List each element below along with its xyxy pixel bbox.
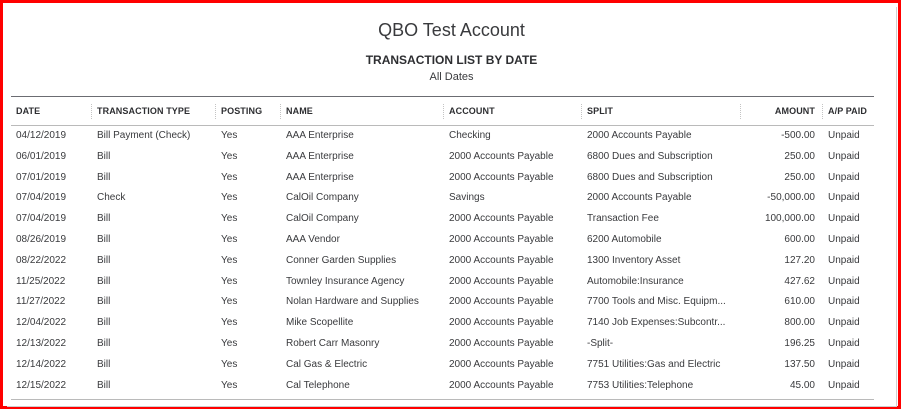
- cell-name[interactable]: Robert Carr Masonry: [286, 337, 380, 349]
- cell-posting: Yes: [221, 130, 238, 141]
- cell-account[interactable]: 2000 Accounts Payable: [449, 337, 554, 349]
- cell-posting: Yes: [221, 379, 238, 391]
- cell-name[interactable]: Cal Gas & Electric: [286, 358, 368, 370]
- cell-transaction-type[interactable]: Bill: [97, 379, 111, 391]
- cell-account[interactable]: 2000 Accounts Payable: [449, 213, 554, 225]
- table-row[interactable]: [11, 313, 874, 334]
- table-row[interactable]: [11, 209, 874, 230]
- cell-ap-paid: Unpaid: [828, 213, 860, 225]
- cell-amount[interactable]: 127.20: [784, 254, 815, 266]
- cell-date[interactable]: 06/01/2019: [16, 150, 67, 162]
- cell-date[interactable]: 04/12/2019: [16, 130, 67, 141]
- cell-account[interactable]: 2000 Accounts Payable: [449, 317, 554, 329]
- cell-account[interactable]: 2000 Accounts Payable: [449, 171, 554, 183]
- cell-name[interactable]: Conner Garden Supplies: [286, 254, 397, 266]
- cell-account[interactable]: 2000 Accounts Payable: [449, 379, 554, 391]
- cell-posting: Yes: [221, 358, 238, 370]
- table-row[interactable]: [11, 126, 874, 147]
- cell-ap-paid: Unpaid: [828, 130, 860, 141]
- cell-date[interactable]: 12/15/2022: [16, 379, 67, 391]
- cell-split[interactable]: 6200 Automobile: [587, 233, 662, 245]
- cell-date[interactable]: 07/01/2019: [16, 171, 67, 183]
- cell-amount[interactable]: 196.25: [784, 337, 815, 349]
- transaction-table: [11, 96, 874, 396]
- column-header-amount[interactable]: AMOUNT: [746, 97, 815, 125]
- cell-name[interactable]: Cal Telephone: [286, 379, 350, 391]
- cell-transaction-type[interactable]: Bill: [97, 275, 111, 287]
- column-header-transaction-type[interactable]: TRANSACTION TYPE: [97, 97, 217, 125]
- column-header-split[interactable]: SPLIT: [587, 97, 743, 125]
- table-body: [11, 126, 874, 396]
- cell-ap-paid: Unpaid: [828, 150, 860, 162]
- cell-ap-paid: Unpaid: [828, 233, 860, 245]
- cell-date[interactable]: 08/22/2022: [16, 254, 67, 266]
- cell-transaction-type[interactable]: Bill Payment (Check): [97, 130, 191, 141]
- cell-posting: Yes: [221, 317, 238, 329]
- cell-name[interactable]: AAA Enterprise: [286, 150, 354, 162]
- cell-transaction-type[interactable]: Check: [97, 192, 126, 204]
- cell-split[interactable]: 2000 Accounts Payable: [587, 130, 692, 141]
- cell-posting: Yes: [221, 337, 238, 349]
- cell-amount[interactable]: -500.00: [781, 130, 815, 141]
- cell-date[interactable]: 07/04/2019: [16, 213, 67, 225]
- cell-split[interactable]: 6800 Dues and Subscription: [587, 171, 713, 183]
- cell-name[interactable]: CalOil Company: [286, 192, 359, 204]
- table-row[interactable]: [11, 355, 874, 376]
- cell-posting: Yes: [221, 254, 238, 266]
- report-date-range: All Dates: [429, 71, 474, 83]
- column-header-account[interactable]: ACCOUNT: [449, 97, 581, 125]
- cell-amount[interactable]: 610.00: [784, 296, 815, 308]
- cell-transaction-type[interactable]: Bill: [97, 171, 111, 183]
- cell-date[interactable]: 07/04/2019: [16, 192, 67, 204]
- cell-amount[interactable]: 137.50: [784, 358, 815, 370]
- cell-amount[interactable]: 45.00: [789, 379, 815, 391]
- cell-account[interactable]: 2000 Accounts Payable: [449, 358, 554, 370]
- cell-ap-paid: Unpaid: [828, 337, 860, 349]
- cell-date[interactable]: 12/04/2022: [16, 317, 67, 329]
- company-name: QBO Test Account: [378, 20, 525, 40]
- table-row[interactable]: [11, 376, 874, 397]
- cell-posting: Yes: [221, 296, 238, 308]
- report-title: TRANSACTION LIST BY DATE: [365, 53, 538, 67]
- cell-transaction-type[interactable]: Bill: [97, 150, 111, 162]
- column-header-ap-paid[interactable]: A/P PAID: [828, 97, 874, 125]
- cell-amount[interactable]: 100,000.00: [764, 213, 815, 225]
- cell-transaction-type[interactable]: Bill: [97, 358, 111, 370]
- cell-date[interactable]: 12/14/2022: [16, 358, 67, 370]
- cell-split[interactable]: 6800 Dues and Subscription: [587, 150, 713, 162]
- cell-ap-paid: Unpaid: [828, 275, 860, 287]
- cell-name[interactable]: AAA Enterprise: [286, 130, 354, 141]
- cell-name[interactable]: CalOil Company: [286, 213, 359, 225]
- report-panel: [7, 7, 897, 407]
- cell-name[interactable]: AAA Vendor: [286, 233, 340, 245]
- cell-amount[interactable]: -50,000.00: [767, 192, 815, 204]
- cell-account[interactable]: Checking: [449, 130, 491, 141]
- cell-split[interactable]: 2000 Accounts Payable: [587, 192, 692, 204]
- table-row[interactable]: [11, 272, 874, 293]
- column-header-date[interactable]: DATE: [16, 106, 41, 116]
- cell-split[interactable]: 7751 Utilities:Gas and Electric: [587, 358, 721, 370]
- cell-name[interactable]: Mike Scopellite: [286, 317, 354, 329]
- cell-posting: Yes: [221, 233, 238, 245]
- cell-ap-paid: Unpaid: [828, 254, 860, 266]
- cell-date[interactable]: 11/25/2022: [16, 275, 66, 287]
- table-bottom-divider: [11, 399, 874, 400]
- cell-amount[interactable]: 250.00: [784, 171, 815, 183]
- table-row[interactable]: [11, 334, 874, 355]
- cell-name[interactable]: Townley Insurance Agency: [286, 275, 405, 287]
- cell-ap-paid: Unpaid: [828, 192, 860, 204]
- cell-amount[interactable]: 427.62: [784, 275, 815, 287]
- cell-ap-paid: Unpaid: [828, 358, 860, 370]
- cell-posting: Yes: [221, 213, 238, 225]
- cell-ap-paid: Unpaid: [828, 171, 860, 183]
- cell-transaction-type[interactable]: Bill: [97, 233, 111, 245]
- cell-date[interactable]: 11/27/2022: [16, 296, 66, 308]
- column-header-posting[interactable]: POSTING: [221, 97, 279, 125]
- cell-posting: Yes: [221, 275, 238, 287]
- cell-transaction-type[interactable]: Bill: [97, 337, 111, 349]
- table-row[interactable]: [11, 168, 874, 189]
- cell-transaction-type[interactable]: Bill: [97, 317, 111, 329]
- cell-posting: Yes: [221, 171, 238, 183]
- table-row[interactable]: [11, 251, 874, 272]
- cell-name[interactable]: Nolan Hardware and Supplies: [286, 296, 419, 308]
- cell-amount[interactable]: 600.00: [784, 233, 815, 245]
- cell-date[interactable]: 12/13/2022: [16, 337, 67, 349]
- table-row[interactable]: [11, 230, 874, 251]
- column-header-name[interactable]: NAME: [286, 97, 444, 125]
- cell-account[interactable]: 2000 Accounts Payable: [449, 296, 554, 308]
- cell-split[interactable]: 1300 Inventory Asset: [587, 254, 681, 266]
- cell-account[interactable]: 2000 Accounts Payable: [449, 233, 554, 245]
- cell-split[interactable]: -Split-: [587, 337, 614, 349]
- cell-ap-paid: Unpaid: [828, 296, 860, 308]
- cell-name[interactable]: AAA Enterprise: [286, 171, 354, 183]
- cell-split[interactable]: 7753 Utilities:Telephone: [587, 379, 694, 391]
- cell-split[interactable]: 7700 Tools and Misc. Equipm...: [587, 296, 726, 308]
- cell-account[interactable]: 2000 Accounts Payable: [449, 275, 554, 287]
- table-header-row: [11, 96, 874, 126]
- cell-ap-paid: Unpaid: [828, 317, 860, 329]
- cell-split[interactable]: Transaction Fee: [587, 213, 659, 225]
- cell-transaction-type[interactable]: Bill: [97, 296, 111, 308]
- cell-posting: Yes: [221, 192, 238, 204]
- cell-account[interactable]: 2000 Accounts Payable: [449, 254, 554, 266]
- cell-split[interactable]: Automobile:Insurance: [587, 275, 684, 287]
- cell-amount[interactable]: 800.00: [784, 317, 815, 329]
- cell-account[interactable]: Savings: [449, 192, 485, 204]
- table-row[interactable]: [11, 292, 874, 313]
- cell-transaction-type[interactable]: Bill: [97, 213, 111, 225]
- table-row[interactable]: [11, 188, 874, 209]
- cell-ap-paid: Unpaid: [828, 379, 860, 391]
- cell-account[interactable]: 2000 Accounts Payable: [449, 150, 554, 162]
- cell-posting: Yes: [221, 150, 238, 162]
- cell-date[interactable]: 08/26/2019: [16, 233, 67, 245]
- cell-amount[interactable]: 250.00: [784, 150, 815, 162]
- cell-split[interactable]: 7140 Job Expenses:Subcontr...: [587, 317, 726, 329]
- cell-transaction-type[interactable]: Bill: [97, 254, 111, 266]
- table-row[interactable]: [11, 147, 874, 168]
